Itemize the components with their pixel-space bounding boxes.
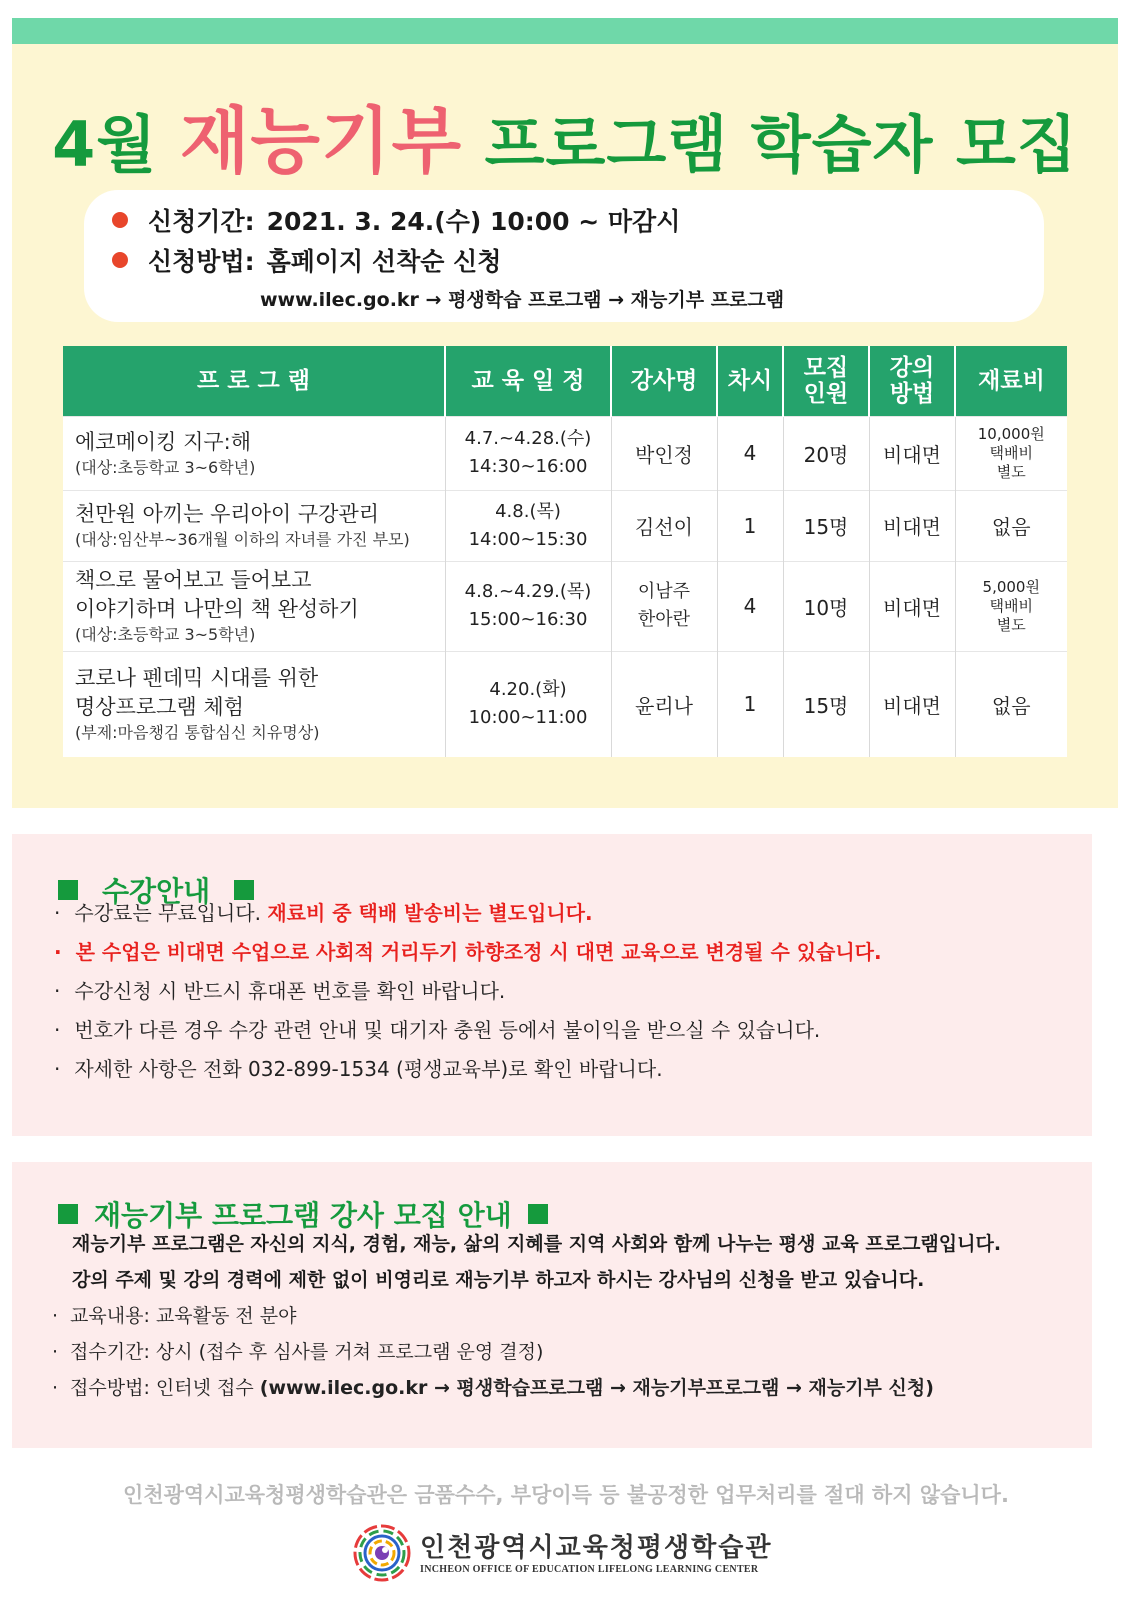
program-name: 천만원 아끼는 우리아이 구강관리 [75, 502, 380, 526]
cell-sessions: 1 [717, 490, 783, 561]
course-info-title-text: 수강안내 [102, 875, 211, 908]
header-capacity-line2: 인원 [803, 380, 849, 407]
red-circle-bullet-icon [112, 212, 128, 228]
schedule-time: 14:00~15:30 [468, 528, 588, 550]
course-phone-warning: 번호가 다른 경우 수강 관련 안내 및 대기자 충원 등에서 불이익을 받으실 수 있습니다. [74, 1018, 821, 1042]
period-value: 2021. 3. 24.(수) 10:00 ~ 마감시 [266, 207, 681, 236]
program-name: 책으로 물어보고 들어보고 [75, 568, 312, 592]
cell-schedule [445, 651, 611, 757]
cell-method: 비대면 [869, 490, 955, 561]
cell-program [63, 416, 445, 490]
schedule-date: 4.20.(화) [489, 679, 567, 701]
course-info-section [12, 834, 1092, 1136]
top-section [12, 18, 1118, 808]
integrity-notice: 인천광역시교육청평생학습관은 금품수수, 부당이득 등 불공정한 업무처리를 절대 하지 않습니다. [123, 1483, 1009, 1507]
swirl-emblem-logo-icon [352, 1523, 412, 1583]
logo-korean-name: 인천광역시교육청평생학습관 [420, 1532, 773, 1563]
cell-method: 비대면 [869, 561, 955, 651]
header-capacity-line1: 모집 [803, 354, 849, 381]
application-method [112, 242, 501, 278]
program-name: 코로나 펜데믹 시대를 위한 [75, 666, 319, 691]
course-contact: 자세한 사항은 전화 032-899-1534 (평생교육부)로 확인 바랍니다. [74, 1057, 663, 1081]
table-row [63, 416, 1067, 490]
method-label: 신청방법: [148, 247, 255, 276]
course-phone-note: 수강신청 시 반드시 휴대폰 번호를 확인 바랍니다. [74, 979, 506, 1003]
course-format-warning: 본 수업은 비대면 수업으로 사회적 거리두기 하향조정 시 대면 교육으로 변경될 수 있습니다. [75, 940, 882, 964]
cell-instructor [611, 561, 717, 651]
cell-capacity: 15명 [783, 490, 869, 561]
header-method [869, 346, 955, 416]
green-square-icon [528, 1204, 548, 1224]
instructor-name: 한아란 [637, 609, 691, 630]
institution-logo [352, 1521, 773, 1585]
cell-program [63, 561, 445, 651]
program-target: (대상:임산부~36개월 이하의 자녀를 가진 부모) [75, 530, 410, 549]
title-highlight: 재능기부 [179, 99, 463, 183]
page-title [12, 96, 1118, 190]
green-square-icon [58, 1204, 78, 1224]
program-name: 에코메이킹 지구:해 [75, 429, 252, 454]
material-cost: 10,000원 [977, 424, 1045, 443]
instructor-recruit-section [12, 1162, 1092, 1448]
header-schedule: 교 육 일 정 [445, 346, 611, 416]
recruit-period: 접수기간: 상시 (접수 후 심사를 거쳐 프로그램 운영 결정) [70, 1341, 544, 1363]
header-method-line1: 강의 [889, 354, 935, 381]
program-name-line2: 이야기하며 나만의 책 완성하기 [75, 597, 359, 621]
course-fee-text: 수강료는 무료입니다. [74, 901, 261, 925]
cell-sessions: 4 [717, 416, 783, 490]
material-cost: 5,000원 [982, 577, 1040, 596]
schedule-time: 10:00~11:00 [468, 707, 588, 729]
logo-english-name: INCHEON OFFICE OF EDUCATION LIFELONG LEARNING CENTER [420, 1563, 759, 1575]
recruit-method: 접수방법: 인터넷 접수 [70, 1377, 254, 1399]
cell-capacity: 15명 [783, 651, 869, 757]
course-info-item: · 자세한 사항은 전화 032-899-1534 (평생교육부)로 확인 바랍니다. [54, 1057, 663, 1081]
recruit-title-text: 재능기부 프로그램 강사 모집 안내 [94, 1199, 512, 1232]
cell-schedule [445, 490, 611, 561]
header-program: 프 로 그 램 [63, 346, 445, 416]
cell-schedule [445, 416, 611, 490]
red-circle-bullet-icon [112, 252, 128, 268]
schedule-date: 4.8.~4.29.(목) [464, 581, 592, 602]
logo-text [420, 1532, 773, 1575]
header-material: 재료비 [955, 346, 1067, 416]
schedule-time: 14:30~16:00 [468, 456, 588, 477]
program-target: (부제:마음챙김 통합심신 치유명상) [75, 723, 320, 743]
table-row [63, 561, 1067, 651]
cell-instructor: 김선이 [611, 490, 717, 561]
application-info-box [84, 190, 1044, 322]
cell-material: 없음 [955, 490, 1067, 561]
program-target: (대상:초등학교 3~6학년) [75, 457, 256, 477]
table-header-row [63, 346, 1067, 416]
recruit-item: · 접수방법: 인터넷 접수 (www.ilec.go.kr → 평생학습프로그램 → 재능기부프로그램 → 재능기부 신청) [52, 1377, 934, 1399]
cell-capacity: 10명 [783, 561, 869, 651]
material-note: 별도 [996, 615, 1026, 634]
header-instructor: 강사명 [611, 346, 717, 416]
cell-method: 비대면 [869, 651, 955, 757]
course-info-item: · 본 수업은 비대면 수업으로 사회적 거리두기 하향조정 시 대면 교육으로 변경될 수 있습니다. [54, 940, 882, 964]
cell-sessions: 4 [717, 561, 783, 651]
program-name-line2: 명상프로그램 체험 [75, 695, 244, 720]
period-label: 신청기간: [148, 207, 255, 236]
green-square-icon [58, 880, 78, 900]
recruit-item: · 접수기간: 상시 (접수 후 심사를 거쳐 프로그램 운영 결정) [52, 1341, 544, 1363]
header-capacity [783, 346, 869, 416]
schedule-time: 15:00~16:30 [468, 609, 588, 630]
recruit-content: 교육내용: 교육활동 전 분야 [70, 1305, 297, 1327]
recruit-description: 재능기부 프로그램은 자신의 지식, 경험, 재능, 삶의 지혜를 지역 사회와 함께 나누는 평생 교육 프로그램입니다. [72, 1233, 1002, 1255]
green-square-icon [234, 880, 254, 900]
course-info-item: · 수강료는 무료입니다. 재료비 중 택배 발송비는 별도입니다. [54, 901, 593, 925]
program-table [63, 346, 1067, 757]
method-value: 홈페이지 선착순 신청 [266, 247, 502, 276]
application-url-path[interactable]: www.ilec.go.kr → 평생학습 프로그램 → 재능기부 프로그램 [260, 289, 785, 311]
material-note: 택배비 [989, 443, 1033, 462]
material-note: 별도 [996, 462, 1026, 481]
cell-material: 없음 [955, 651, 1067, 757]
cell-method: 비대면 [869, 416, 955, 490]
cell-material [955, 561, 1067, 651]
course-info-item: · 번호가 다른 경우 수강 관련 안내 및 대기자 충원 등에서 불이익을 받으실 수 있습니다. [54, 1018, 821, 1042]
table-row [63, 490, 1067, 561]
recruit-method-path[interactable]: (www.ilec.go.kr → 평생학습프로그램 → 재능기부프로그램 → 재능기부 신청) [259, 1377, 934, 1399]
recruit-item: · 교육내용: 교육활동 전 분야 [52, 1305, 297, 1327]
cell-material [955, 416, 1067, 490]
application-period [112, 202, 680, 238]
cell-capacity: 20명 [783, 416, 869, 490]
recruit-description: 강의 주제 및 강의 경력에 제한 없이 비영리로 재능기부 하고자 하시는 강사님의 신청을 받고 있습니다. [72, 1269, 925, 1291]
schedule-date: 4.8.(목) [495, 500, 561, 522]
title-month: 4월 [52, 108, 158, 181]
table-row [63, 651, 1067, 757]
program-target: (대상:초등학교 3~5학년) [75, 625, 256, 644]
cell-program [63, 490, 445, 561]
cell-program [63, 651, 445, 757]
cell-schedule [445, 561, 611, 651]
instructor-name: 이남주 [637, 581, 691, 602]
header-method-line2: 방법 [889, 380, 935, 407]
schedule-date: 4.7.~4.28.(수) [464, 428, 592, 449]
cell-instructor: 박인정 [611, 416, 717, 490]
material-note: 택배비 [989, 596, 1033, 615]
title-rest: 프로그램 학습자 모집 [484, 108, 1078, 181]
course-delivery-note: 재료비 중 택배 발송비는 별도입니다. [267, 901, 593, 925]
header-sessions: 차시 [717, 346, 783, 416]
recruit-title [58, 1194, 548, 1234]
cell-sessions: 1 [717, 651, 783, 757]
course-info-item: · 수강신청 시 반드시 휴대폰 번호를 확인 바랍니다. [54, 979, 506, 1003]
cell-instructor: 윤리나 [611, 651, 717, 757]
top-accent-bar [12, 18, 1118, 44]
